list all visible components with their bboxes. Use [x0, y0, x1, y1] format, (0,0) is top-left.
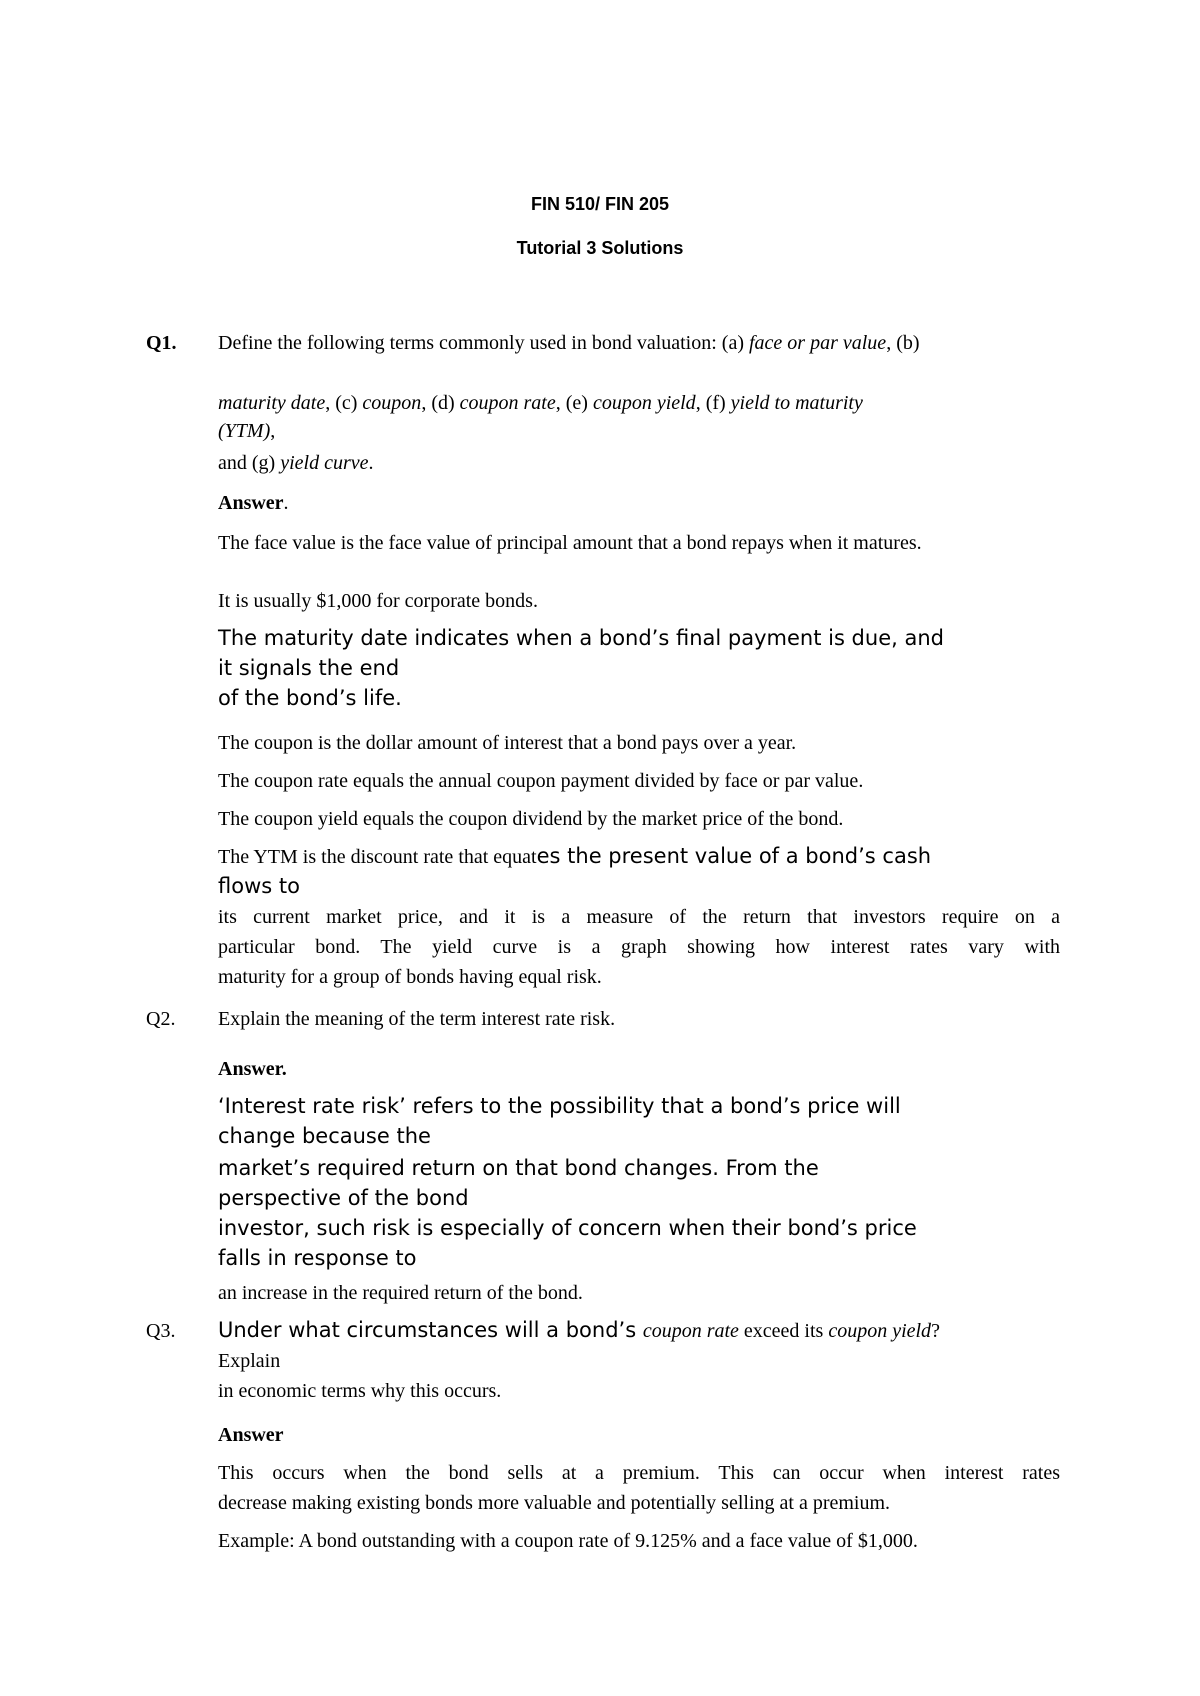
q1-answer-label: Answer. [218, 492, 289, 514]
q1-answer-line: The face value is the face value of principal amount that a bond repays when it matures. [218, 532, 922, 554]
q3-prompt-line-1: Under what circumstances will a bond’s coupon rate exceed its coupon yield? [218, 1318, 940, 1342]
q1-answer-line: flows to [218, 874, 300, 898]
question-number-q1: Q1. [146, 332, 177, 354]
q1-answer-line: of the bond’s life. [218, 686, 402, 710]
question-number-q3: Q3. [146, 1320, 176, 1342]
q2-answer-line: investor, such risk is especially of concern when their bond’s price [218, 1216, 917, 1240]
q3-answer-line: decrease making existing bonds more valuable and potentially selling at a premium. [218, 1492, 891, 1514]
q1-prompt-line-2: maturity date, (c) coupon, (d) coupon rate, (e) coupon yield, (f) yield to maturity [218, 392, 863, 414]
q3-answer-line: This occurs when the bond sells at a premium. This can occur when interest rates [218, 1462, 1060, 1484]
q2-answer-line: perspective of the bond [218, 1186, 469, 1210]
q3-answer-line: Example: A bond outstanding with a coupon rate of 9.125% and a face value of $1,000. [218, 1530, 918, 1552]
q1-answer-line: The maturity date indicates when a bond’s final payment is due, and [218, 626, 944, 650]
q3-prompt-line-3: in economic terms why this occurs. [218, 1380, 502, 1402]
q3-answer-label: Answer [218, 1424, 284, 1446]
q1-answer-line: particular bond. The yield curve is a graph showing how interest rates vary with [218, 936, 1060, 958]
q1-answer-line: its current market price, and it is a measure of the return that investors require on a [218, 906, 1060, 928]
q1-answer-line: maturity for a group of bonds having equal risk. [218, 966, 602, 988]
q1-answer-line: The coupon yield equals the coupon dividend by the market price of the bond. [218, 808, 844, 830]
q1-answer-line: It is usually $1,000 for corporate bonds. [218, 590, 538, 612]
q1-answer-line: The coupon rate equals the annual coupon payment divided by face or par value. [218, 770, 864, 792]
q2-answer-line: market’s required return on that bond changes. From the [218, 1156, 819, 1180]
q1-answer-line: The coupon is the dollar amount of interest that a bond pays over a year. [218, 732, 797, 754]
q1-prompt-line-1: Define the following terms commonly used in bond valuation: (a) face or par value, (b) [218, 332, 920, 354]
q2-answer-line: an increase in the required return of the bond. [218, 1282, 583, 1304]
q2-answer-line: falls in response to [218, 1246, 417, 1270]
q2-prompt: Explain the meaning of the term interest rate risk. [218, 1008, 616, 1030]
q1-prompt-line-4: and (g) yield curve. [218, 452, 374, 474]
q2-answer-label: Answer. [218, 1058, 287, 1080]
q1-answer-line: The YTM is the discount rate that equates the present value of a bond’s cash [218, 844, 932, 868]
q1-answer-line: it signals the end [218, 656, 400, 680]
q3-prompt-line-2: Explain [218, 1350, 281, 1372]
q1-prompt-line-3: (YTM), [218, 420, 276, 442]
document-subtitle: Tutorial 3 Solutions [516, 238, 684, 258]
q2-answer-line: ‘Interest rate risk’ refers to the possibility that a bond’s price will [218, 1094, 901, 1118]
course-title: FIN 510/ FIN 205 [530, 194, 670, 214]
question-number-q2: Q2. [146, 1008, 176, 1030]
q2-answer-line: change because the [218, 1124, 431, 1148]
